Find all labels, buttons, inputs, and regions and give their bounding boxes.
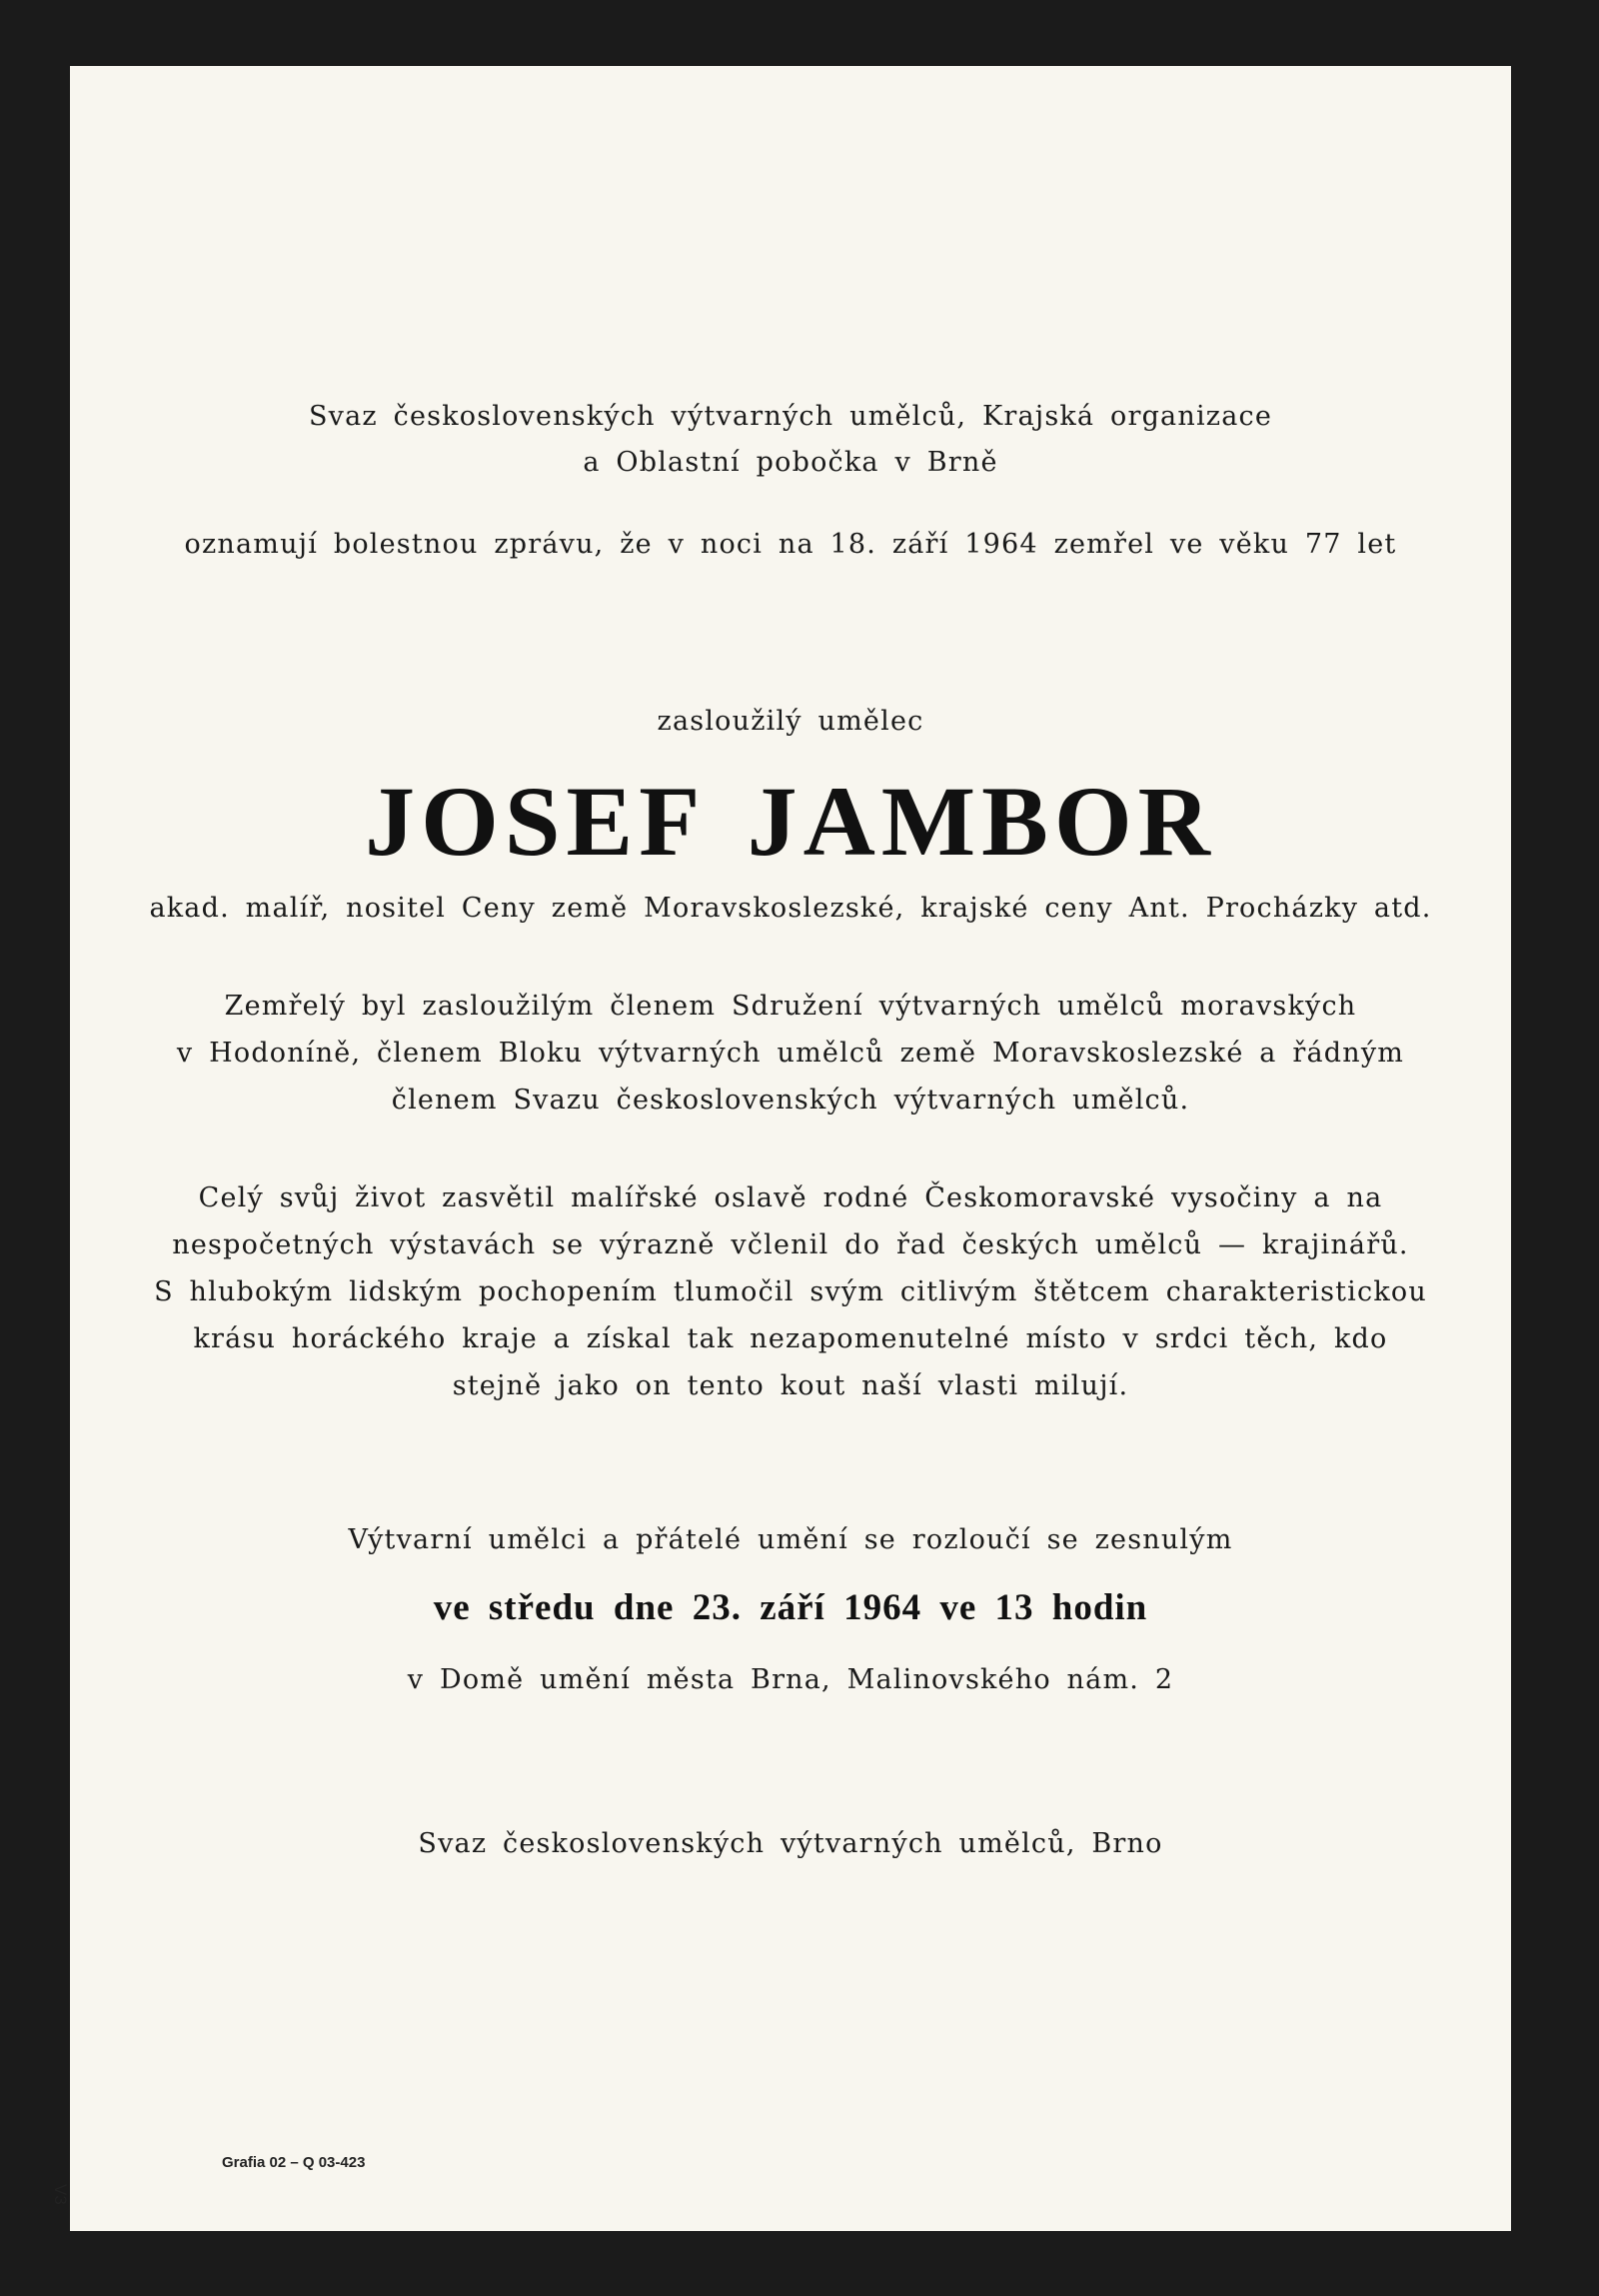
deceased-honors: akad. malíř, nositel Ceny země Moravskoslezské, krajské ceny Ant. Procházky atd. — [149, 893, 1432, 924]
membership-line: členem Svazu československých výtvarných umělců. — [391, 1085, 1190, 1116]
farewell-place: v Domě umění města Brna, Malinovského nám. 2 — [407, 1664, 1174, 1695]
tribute-line: S hlubokým lidským pochopením tlumočil svým citlivým štětcem charakteristickou — [154, 1276, 1427, 1307]
membership-line: Zemřelý byl zasloužilým členem Sdružení výtvarných umělců moravských — [224, 991, 1357, 1022]
tribute-line: stejně jako on tento kout naší vlasti milují. — [452, 1370, 1129, 1401]
membership-line: v Hodoníně, členem Bloku výtvarných umělců země Moravskoslezské a řádným — [176, 1038, 1405, 1069]
deceased-name: JOSEF JAMBOR — [365, 766, 1216, 877]
obituary-sheet — [70, 66, 1511, 2231]
deceased-title: zasloužilý umělec — [657, 706, 924, 737]
side-mark: V3 — [51, 2184, 70, 2205]
announcement: oznamují bolestnou zprávu, že v noci na 18. září 1964 zemřel ve věku 77 let — [184, 529, 1397, 560]
printer-imprint: Grafia 02 – Q 03-423 — [222, 2154, 366, 2171]
farewell-intro: Výtvarní umělci a přátelé umění se rozloučí se zesnulým — [348, 1524, 1233, 1555]
tribute-line: nespočetných výstavách se výrazně včlenil do řad českých umělců — krajinářů. — [172, 1229, 1409, 1260]
farewell-datetime: ve středu dne 23. září 1964 ve 13 hodin — [433, 1587, 1148, 1628]
signature: Svaz československých výtvarných umělců, Brno — [418, 1828, 1163, 1859]
tribute-line: Celý svůj život zasvětil malířské oslavě rodné Českomoravské vysočiny a na — [198, 1182, 1383, 1213]
tribute-line: krásu horáckého kraje a získal tak nezapomenutelné místo v srdci těch, kdo — [193, 1323, 1388, 1354]
header-organization: Svaz československých výtvarných umělců, Krajská organizace — [308, 401, 1273, 432]
header-branch: a Oblastní pobočka v Brně — [583, 447, 998, 478]
